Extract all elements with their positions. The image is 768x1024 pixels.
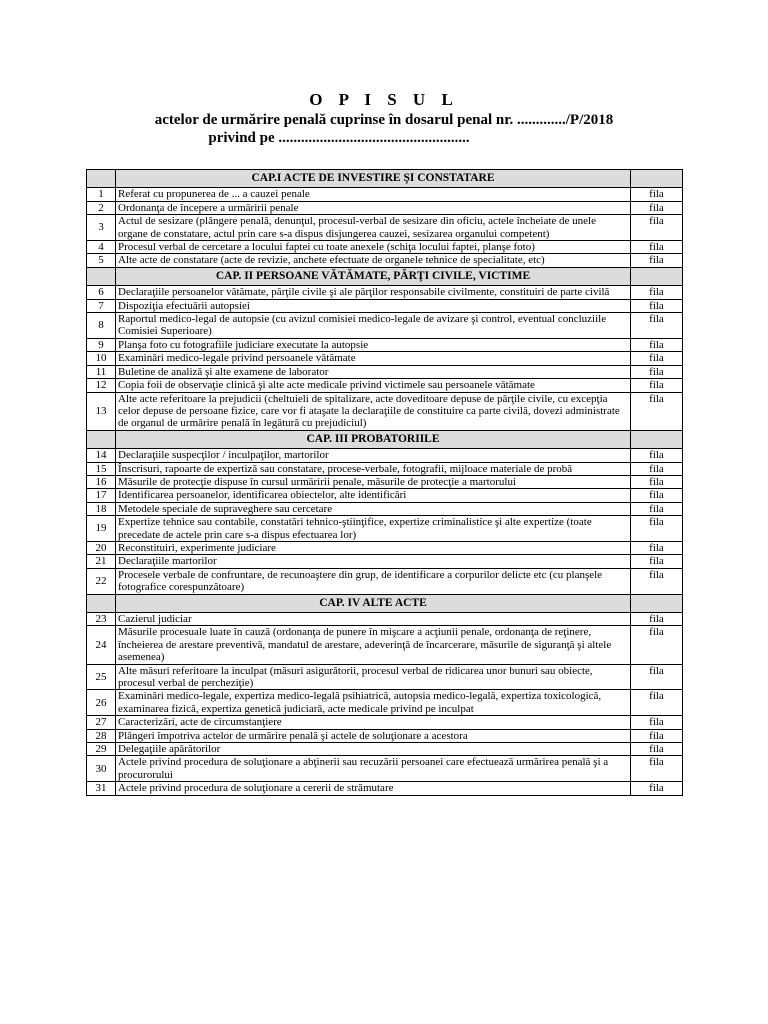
table-row — [87, 365, 683, 378]
row-number: 26 — [87, 690, 116, 716]
row-number: 21 — [87, 555, 116, 568]
row-number: 24 — [87, 626, 116, 664]
chapter-header-row — [87, 170, 683, 188]
table-row — [87, 756, 683, 782]
table-row — [87, 743, 683, 756]
table-row — [87, 449, 683, 462]
row-description: Actul de sesizare (plângere penală, denunţul, procesul-verbal de sesizare din oficiu, actele încheiate de unele organe de constatare, actul prin care s-a dispus disjungerea cauzei, sesizarea organului competent) — [116, 215, 631, 241]
table-row — [87, 379, 683, 392]
row-description: Alte acte de constatare (acte de revizie, anchete efectuate de organele tehnice de specialitate, etc) — [116, 254, 631, 267]
row-description: Alte acte referitoare la prejudicii (cheltuieli de spitalizare, acte doveditoare depuse de părţile civile, cu excepţia celor depuse de persoane fizice, care vor fi ataşate la declaraţiile de constituire ca parte civilă, dovezi administrate de organul de urmărire penală în legătură cu prejudiciul) — [116, 392, 631, 430]
row-description: Identificarea persoanelor, identificarea obiectelor, alte identificări — [116, 489, 631, 502]
row-fila: fila — [631, 782, 683, 795]
table-row — [87, 782, 683, 795]
row-number: 7 — [87, 299, 116, 312]
chapter-header-spacer — [87, 430, 116, 448]
row-fila: fila — [631, 462, 683, 475]
row-number: 23 — [87, 613, 116, 626]
row-fila: fila — [631, 489, 683, 502]
row-fila: fila — [631, 664, 683, 690]
subtitle-line-privind: privind pe ................................................... — [208, 130, 470, 146]
table-row — [87, 188, 683, 201]
row-description: Actele privind procedura de soluţionare a abţinerii sau recuzării persoanei care efectuează urmărirea penală şi a procurorului — [116, 756, 631, 782]
row-description: Dispoziţia efectuării autopsiei — [116, 299, 631, 312]
row-description: Ordonanţa de începere a urmăririi penale — [116, 201, 631, 214]
row-number: 13 — [87, 392, 116, 430]
row-fila: fila — [631, 299, 683, 312]
row-fila: fila — [631, 729, 683, 742]
chapter-heading: CAP. III PROBATORIILE — [116, 430, 631, 448]
row-fila: fila — [631, 365, 683, 378]
table-row — [87, 338, 683, 351]
row-fila: fila — [631, 449, 683, 462]
row-number: 18 — [87, 502, 116, 515]
row-fila: fila — [631, 201, 683, 214]
table-row — [87, 555, 683, 568]
row-number: 16 — [87, 475, 116, 488]
subtitle-line-dosar: actelor de urmărire penală cuprinse în dosarul penal nr. ............./P/2018 — [154, 112, 614, 128]
row-fila: fila — [631, 690, 683, 716]
row-description: Procesele verbale de confruntare, de recunoaştere din grup, de identificare a corpurilor delicte etc (cu planşele fotografice corespunzătoare) — [116, 568, 631, 594]
row-fila: fila — [631, 352, 683, 365]
row-fila: fila — [631, 756, 683, 782]
table-row — [87, 613, 683, 626]
row-number: 22 — [87, 568, 116, 594]
row-number: 5 — [87, 254, 116, 267]
row-description: Expertize tehnice sau contabile, constatări tehnico-ştiinţifice, expertize criminalistice şi alte expertize (toate precedate de actele prin care s-a dispus efectuarea lor) — [116, 516, 631, 542]
table-row — [87, 626, 683, 664]
table-row — [87, 489, 683, 502]
opis-table-body — [87, 170, 683, 796]
row-description: Planşa foto cu fotografiile judiciare executate la autopsie — [116, 338, 631, 351]
row-fila: fila — [631, 215, 683, 241]
row-description: Reconstituiri, experimente judiciare — [116, 541, 631, 554]
row-number: 10 — [87, 352, 116, 365]
row-description: Raportul medico-legal de autopsie (cu avizul comisiei medico-legale de avizare şi control, eventual concluziile Comisiei Superioare) — [116, 313, 631, 339]
row-description: Buletine de analiză şi alte examene de laborator — [116, 365, 631, 378]
row-fila: fila — [631, 475, 683, 488]
row-description: Actele privind procedura de soluţionare a cererii de strămutare — [116, 782, 631, 795]
table-row — [87, 664, 683, 690]
row-number: 17 — [87, 489, 116, 502]
chapter-header-spacer — [631, 594, 683, 612]
row-description: Examinări medico-legale privind persoanele vătămate — [116, 352, 631, 365]
row-fila: fila — [631, 313, 683, 339]
row-number: 31 — [87, 782, 116, 795]
row-number: 20 — [87, 541, 116, 554]
chapter-header-spacer — [87, 594, 116, 612]
row-description: Plângeri împotriva actelor de urmărire penală şi actele de soluţionare a acestora — [116, 729, 631, 742]
row-description: Copia foii de observaţie clinică şi alte acte medicale privind victimele sau persoanele vătămate — [116, 379, 631, 392]
row-number: 29 — [87, 743, 116, 756]
table-row — [87, 241, 683, 254]
row-number: 6 — [87, 286, 116, 299]
row-description: Cazierul judiciar — [116, 613, 631, 626]
row-fila: fila — [631, 743, 683, 756]
table-row — [87, 516, 683, 542]
table-row — [87, 392, 683, 430]
row-description: Procesul verbal de cercetare a locului faptei cu toate anexele (schiţa locului faptei, planşe foto) — [116, 241, 631, 254]
row-description: Referat cu propunerea de ... a cauzei penale — [116, 188, 631, 201]
row-number: 19 — [87, 516, 116, 542]
table-row — [87, 313, 683, 339]
table-row — [87, 201, 683, 214]
row-fila: fila — [631, 241, 683, 254]
row-description: Declaraţiile suspecţilor / inculpaţilor, martorilor — [116, 449, 631, 462]
row-number: 25 — [87, 664, 116, 690]
chapter-heading: CAP.I ACTE DE INVESTIRE ŞI CONSTATARE — [116, 170, 631, 188]
row-fila: fila — [631, 379, 683, 392]
row-description: Declaraţiile persoanelor vătămate, părţile civile şi ale părţilor responsabile civilmente, constituiri de parte civilă — [116, 286, 631, 299]
row-number: 2 — [87, 201, 116, 214]
chapter-header-row — [87, 267, 683, 285]
chapter-header-spacer — [631, 170, 683, 188]
chapter-heading: CAP. II PERSOANE VĂTĂMATE, PĂRŢI CIVILE, VICTIME — [116, 267, 631, 285]
row-number: 3 — [87, 215, 116, 241]
table-row — [87, 690, 683, 716]
row-number: 15 — [87, 462, 116, 475]
table-row — [87, 716, 683, 729]
table-row — [87, 568, 683, 594]
row-fila: fila — [631, 555, 683, 568]
row-description: Metodele speciale de supraveghere sau cercetare — [116, 502, 631, 515]
table-row — [87, 541, 683, 554]
table-row — [87, 475, 683, 488]
chapter-header-spacer — [631, 267, 683, 285]
chapter-header-row — [87, 594, 683, 612]
chapter-header-spacer — [631, 430, 683, 448]
opis-table — [86, 169, 683, 796]
row-number: 9 — [87, 338, 116, 351]
row-description: Înscrisuri, rapoarte de expertiză sau constatare, procese-verbale, fotografii, mijloace materiale de probă — [116, 462, 631, 475]
row-fila: fila — [631, 502, 683, 515]
row-fila: fila — [631, 516, 683, 542]
table-row — [87, 502, 683, 515]
row-number: 11 — [87, 365, 116, 378]
row-number: 8 — [87, 313, 116, 339]
table-row — [87, 729, 683, 742]
chapter-heading: CAP. IV ALTE ACTE — [116, 594, 631, 612]
row-number: 1 — [87, 188, 116, 201]
document-subtitle — [0, 111, 768, 147]
table-row — [87, 462, 683, 475]
table-row — [87, 254, 683, 267]
row-number: 27 — [87, 716, 116, 729]
row-fila: fila — [631, 188, 683, 201]
table-row — [87, 299, 683, 312]
table-row — [87, 215, 683, 241]
row-description: Delegaţiile apărătorilor — [116, 743, 631, 756]
chapter-header-row — [87, 430, 683, 448]
row-description: Declaraţiile martorilor — [116, 555, 631, 568]
chapter-header-spacer — [87, 267, 116, 285]
chapter-header-spacer — [87, 170, 116, 188]
row-fila: fila — [631, 392, 683, 430]
row-fila: fila — [631, 338, 683, 351]
row-description: Măsurile procesuale luate în cauză (ordonanţa de punere în mişcare a acţiunii penale, ordonanţa de reţinere, încheierea de arestare preventivă, mandatul de arestare, adeverinţă de încarcerare, măsurile de siguranţă şi altele asemenea) — [116, 626, 631, 664]
row-fila: fila — [631, 613, 683, 626]
row-number: 28 — [87, 729, 116, 742]
row-description: Caracterizări, acte de circumstanţiere — [116, 716, 631, 729]
row-fila: fila — [631, 626, 683, 664]
row-fila: fila — [631, 568, 683, 594]
row-number: 30 — [87, 756, 116, 782]
table-row — [87, 286, 683, 299]
row-number: 14 — [87, 449, 116, 462]
row-description: Examinări medico-legale, expertiza medico-legală psihiatrică, autopsia medico-legală, expertiza toxicologică, examinarea fizică, expertiza genetică judiciară, acte medicale privind pe inculpat — [116, 690, 631, 716]
row-number: 4 — [87, 241, 116, 254]
row-fila: fila — [631, 254, 683, 267]
row-description: Alte măsuri referitoare la inculpat (măsuri asigurătorii, procesul verbal de ridicarea unor bunuri sau obiecte, procesul verbal de percheziţie) — [116, 664, 631, 690]
row-fila: fila — [631, 286, 683, 299]
row-fila: fila — [631, 541, 683, 554]
row-number: 12 — [87, 379, 116, 392]
row-description: Măsurile de protecţie dispuse în cursul urmăririi penale, măsurile de protecţie a martorului — [116, 475, 631, 488]
document-title: O P I S U L — [309, 90, 459, 109]
table-row — [87, 352, 683, 365]
row-fila: fila — [631, 716, 683, 729]
